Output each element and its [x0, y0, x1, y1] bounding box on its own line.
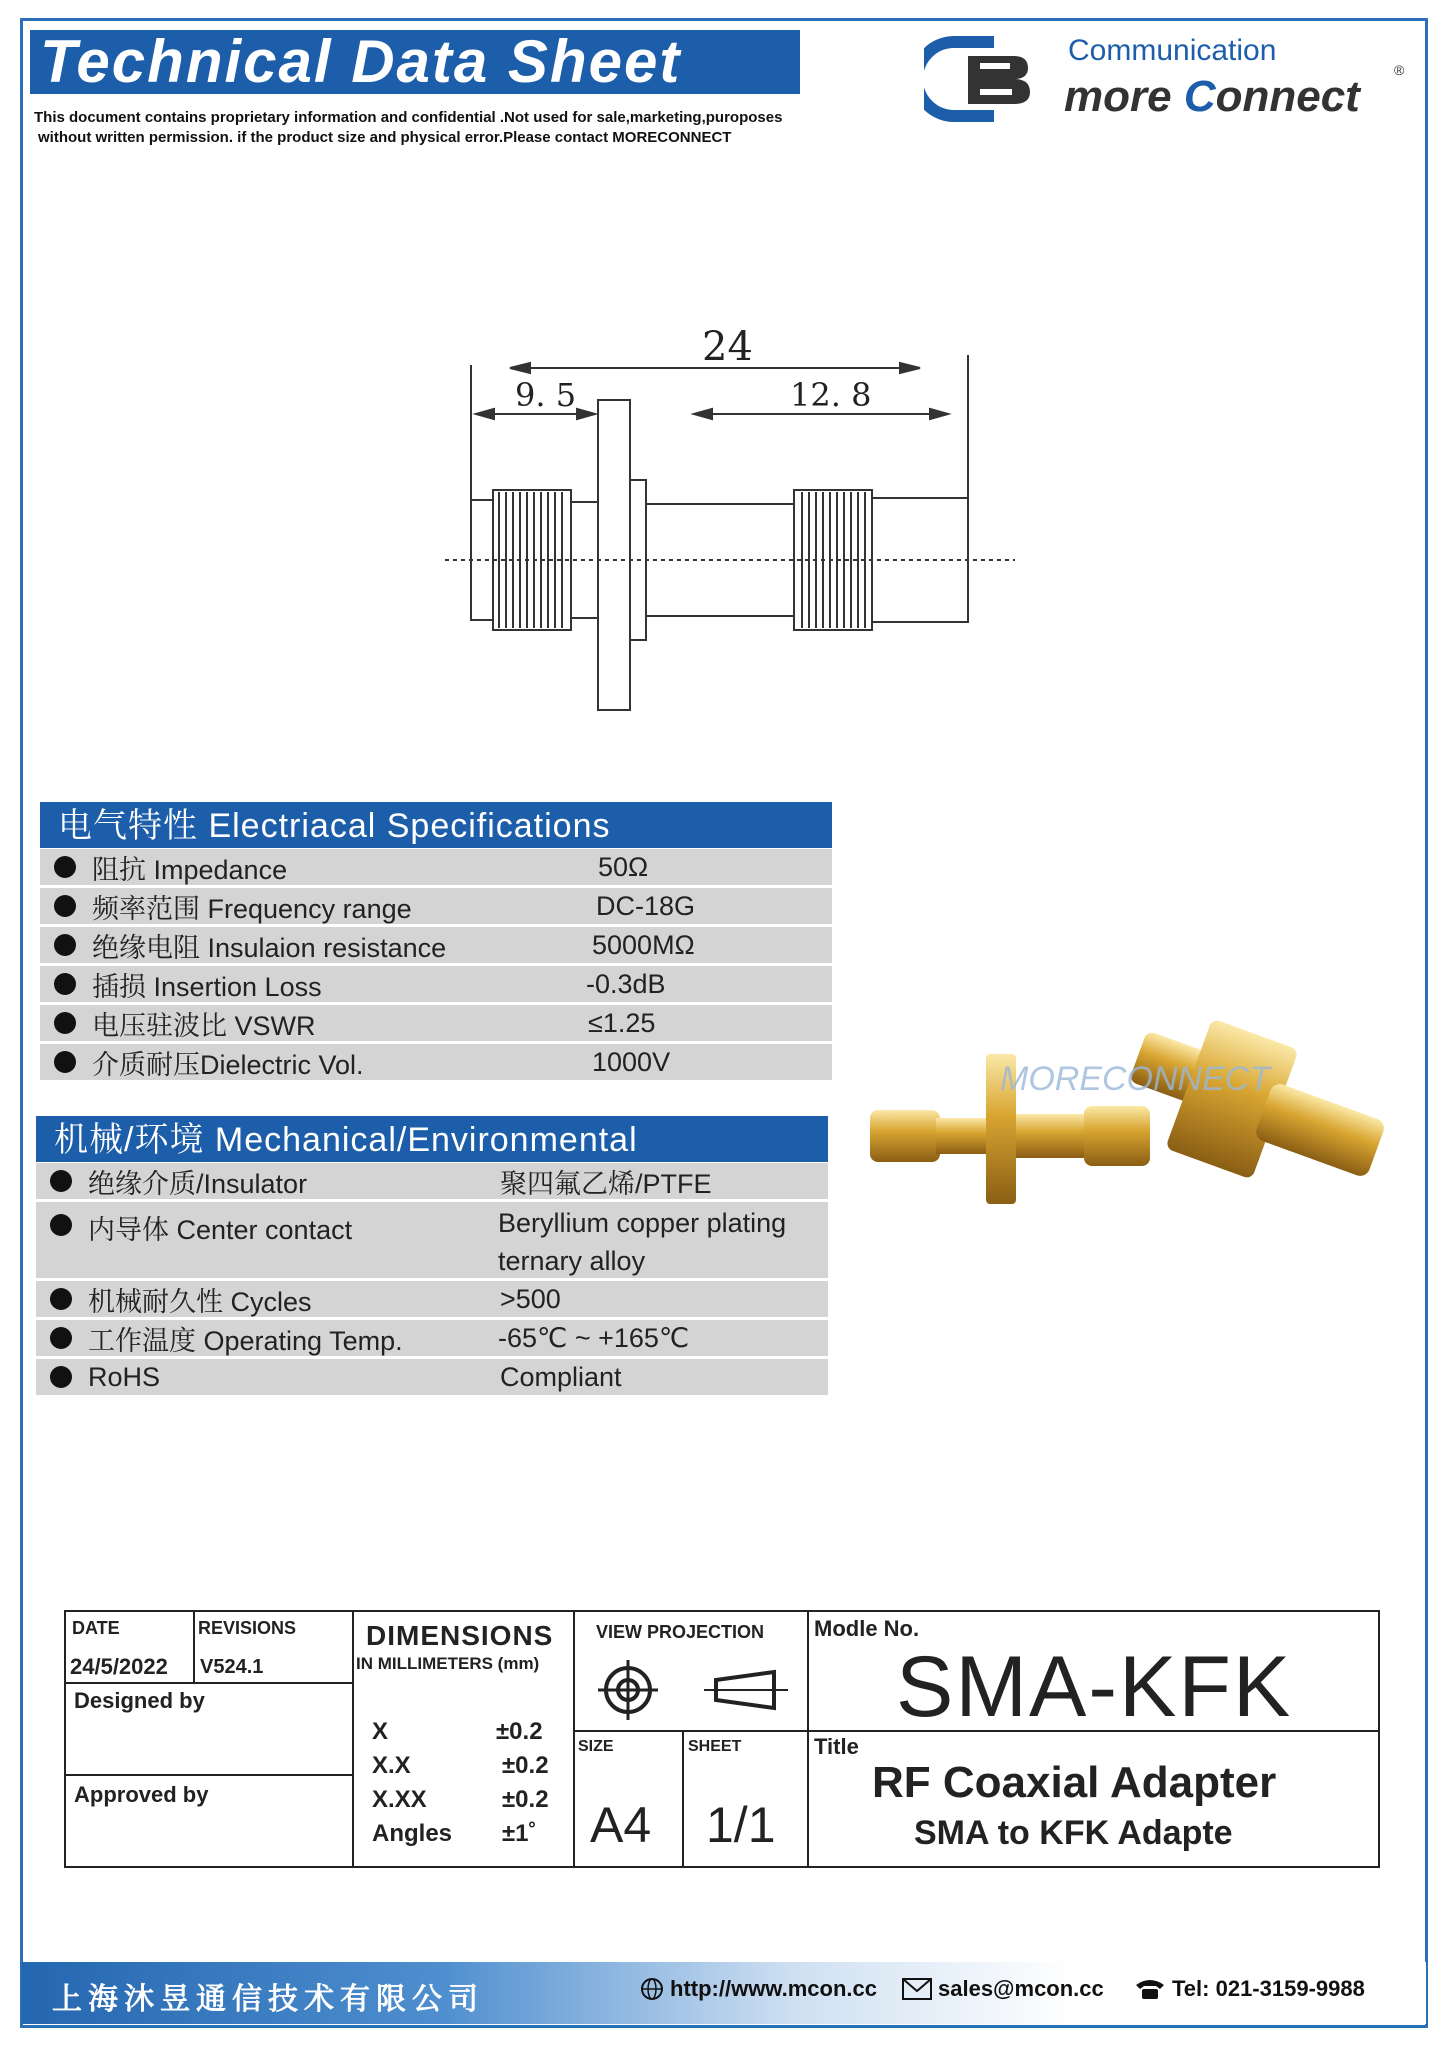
product-subtitle: SMA to KFK Adapte [914, 1814, 1233, 1852]
bullet-icon [54, 973, 76, 995]
electrical-heading: 电气特性 Electriacal Specifications [40, 802, 832, 848]
tolerance-value: ±0.2 [502, 1786, 549, 1813]
dimensions-heading: DIMENSIONS [366, 1620, 554, 1651]
tolerance-value: ±0.2 [496, 1718, 543, 1745]
page-title: Technical Data Sheet [30, 30, 800, 94]
notice-line-2: without written permission. if the product size and physical error.Please contact MORECONNECT [38, 129, 732, 146]
bullet-icon [50, 1327, 72, 1349]
mechanical-specs [36, 1116, 828, 1397]
spec-row: 工作温度 Operating Temp. -65℃ ~ +165℃ [36, 1320, 828, 1358]
tolerance-value: ±1˚ [502, 1820, 537, 1847]
logo-wordmark: more Connect [1064, 72, 1360, 121]
view-projection-label: VIEW PROJECTION [596, 1622, 765, 1642]
approved-by-label: Approved by [74, 1782, 209, 1807]
bullet-icon [50, 1170, 72, 1192]
revisions-label: REVISIONS [198, 1618, 297, 1638]
footer-bar [22, 1962, 1426, 2024]
company-logo [924, 30, 1405, 126]
bullet-icon [54, 1051, 76, 1073]
sheet-label: SHEET [688, 1738, 742, 1755]
revision-value: V524.1 [200, 1656, 264, 1678]
date-value: 24/5/2022 [70, 1654, 168, 1679]
spec-row: 电压驻波比 VSWR ≤1.25 [40, 1005, 832, 1043]
mail-icon [902, 1978, 932, 2000]
spec-row: 频率范围 Frequency range DC-18G [40, 888, 832, 926]
size-label: SIZE [578, 1738, 614, 1755]
bullet-icon [50, 1214, 72, 1236]
spec-row: 介质耐压Dielectric Vol. 1000V [40, 1044, 832, 1082]
adapter-right [1129, 1018, 1387, 1179]
dim-right: 12. 8 [790, 376, 872, 414]
product-photo [860, 1010, 1400, 1230]
logo-tagline: Communication [1068, 34, 1277, 67]
tolerance-key: X.X [372, 1752, 411, 1779]
bullet-icon [54, 1012, 76, 1034]
bullet-icon [54, 856, 76, 878]
spec-row: 机械耐久性 Cycles >500 [36, 1281, 828, 1319]
company-name: 上海沐昱通信技术有限公司 [52, 1983, 484, 2016]
bullet-icon [50, 1366, 72, 1388]
dim-left: 9. 5 [515, 376, 577, 414]
email-link[interactable]: sales@mcon.cc [902, 1976, 1104, 2002]
title-label: Title [814, 1734, 859, 1759]
globe-icon [640, 1977, 664, 2001]
adapter-drawing [440, 310, 1020, 730]
model-label: Modle No. [814, 1616, 920, 1641]
sheet-value: 1/1 [706, 1797, 776, 1853]
title-block [64, 1610, 1380, 1868]
phone-icon [1134, 1977, 1166, 2001]
product-title: RF Coaxial Adapter [872, 1758, 1277, 1807]
watermark: MORECONNECT [1000, 1060, 1271, 1098]
spec-row: 绝缘电阻 Insulaion resistance 5000MΩ [40, 927, 832, 965]
confidential-notice [34, 108, 834, 148]
logo-mark-icon [924, 34, 1044, 124]
mechanical-heading: 机械/环境 Mechanical/Environmental [36, 1116, 828, 1162]
spec-row: 绝缘介质/Insulator 聚四氟乙烯/PTFE [36, 1163, 828, 1201]
tolerance-key: X.XX [372, 1786, 427, 1813]
bullet-icon [54, 895, 76, 917]
dim-overall: 24 [702, 324, 753, 370]
tolerance-value: ±0.2 [502, 1752, 549, 1779]
spec-row: 阻抗 Impedance 50Ω [40, 849, 832, 887]
spec-row: RoHS Compliant [36, 1359, 828, 1397]
model-number: SMA-KFK [896, 1639, 1293, 1735]
bullet-icon [50, 1288, 72, 1310]
tolerance-key: Angles [372, 1820, 453, 1847]
website-link[interactable]: http://www.mcon.cc [640, 1976, 877, 2002]
spec-row: 插损 Insertion Loss -0.3dB [40, 966, 832, 1004]
notice-line-1: This document contains proprietary information and confidential .Not used for sale,marketing,puroposes [34, 109, 783, 126]
tolerance-key: X [372, 1718, 389, 1745]
registered-mark: ® [1394, 62, 1405, 78]
designed-by-label: Designed by [74, 1688, 205, 1713]
electrical-specs [40, 802, 832, 1082]
bullet-icon [54, 934, 76, 956]
date-label: DATE [72, 1618, 120, 1638]
spec-row: 内导体 Center contact Beryllium copper plating ternary alloy [36, 1202, 828, 1280]
projection-symbol-icon [596, 1658, 796, 1722]
units-label: IN MILLIMETERS (mm) [356, 1654, 540, 1673]
size-value: A4 [590, 1797, 652, 1853]
phone-number: Tel: 021-3159-9988 [1134, 1976, 1365, 2002]
